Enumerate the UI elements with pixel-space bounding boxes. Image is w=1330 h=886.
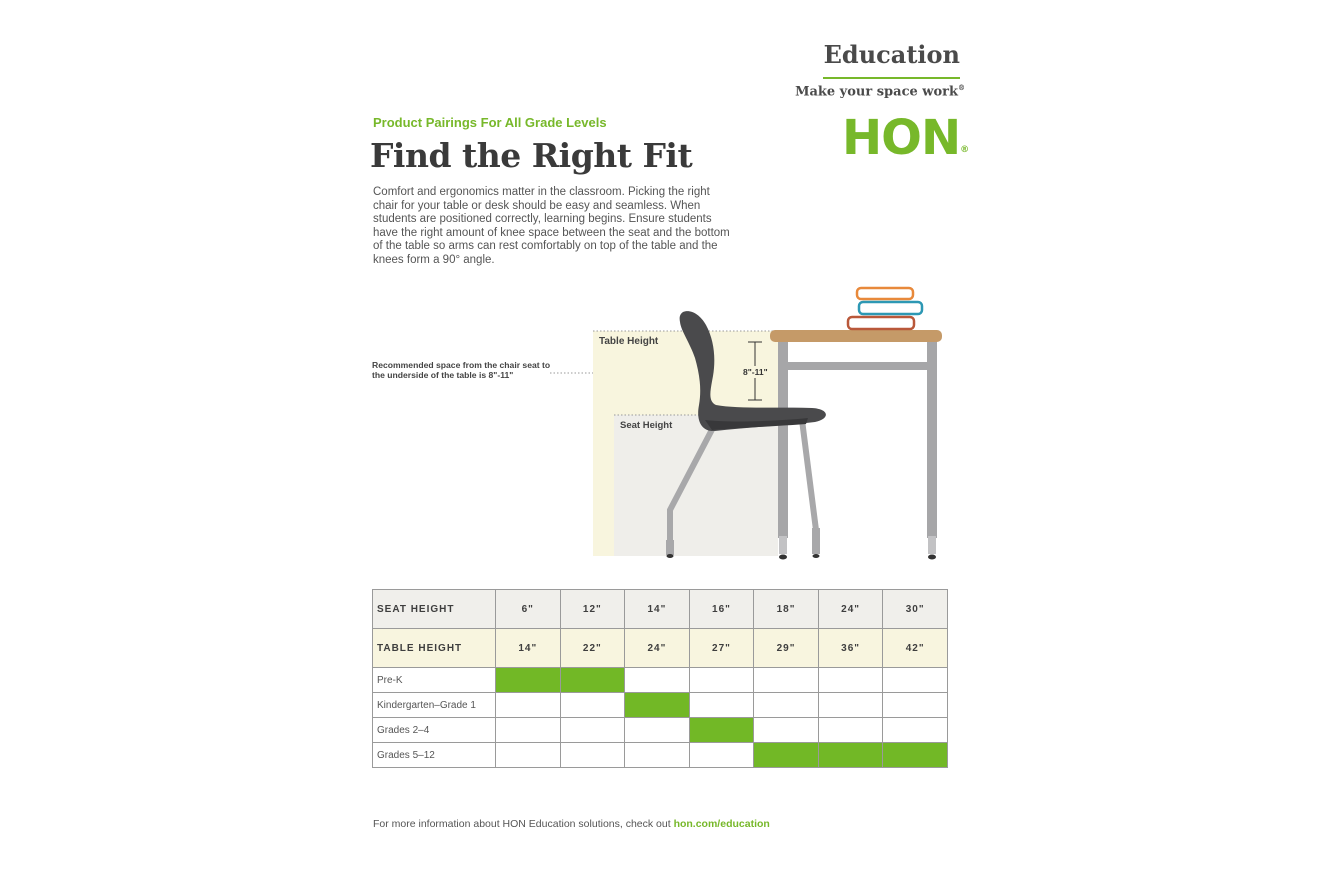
table-height-row-value: 27" (689, 629, 754, 668)
seat-height-row-value: 30" (883, 590, 948, 629)
table-height-row (373, 629, 948, 668)
fit-cell (818, 668, 883, 693)
desk (770, 330, 942, 560)
fit-cell (754, 693, 819, 718)
brand-tagline (780, 83, 965, 99)
fit-cell (689, 743, 754, 768)
fit-cell-highlighted (818, 743, 883, 768)
grade-label: Grades 5–12 (373, 743, 496, 768)
fit-cell (496, 718, 561, 743)
hon-logo (842, 110, 969, 178)
table-height-row-value: 36" (818, 629, 883, 668)
brand-tagline-text: Make your space work (795, 84, 958, 100)
table-height-row-value: 29" (754, 629, 819, 668)
grade-row (373, 668, 948, 693)
fit-cell (818, 718, 883, 743)
fit-cell (883, 668, 948, 693)
footer-link[interactable]: hon.com/education (673, 818, 770, 830)
intro-paragraph: Comfort and ergonomics matter in the classroom. Picking the right chair for your table or desk should be easy and seamless. When students are positioned correctly, learning begins. Ensure students have the right amount of knee space between the seat and the bottom of the table so arms can rest comfortably on top of the table and the knees form a 90° angle. (373, 186, 730, 266)
seat-height-row-value: 24" (818, 590, 883, 629)
fit-table (372, 589, 948, 768)
grade-label: Kindergarten–Grade 1 (373, 693, 496, 718)
seat-height-row (373, 590, 948, 629)
fit-cell-highlighted (625, 693, 690, 718)
fit-cell (625, 668, 690, 693)
table-height-row-value: 14" (496, 629, 561, 668)
fit-cell-highlighted (754, 743, 819, 768)
fit-cell (560, 718, 625, 743)
table-height-row-value: 42" (883, 629, 948, 668)
fit-cell-highlighted (560, 668, 625, 693)
table-height-label: Table Height (599, 336, 659, 347)
fit-cell-highlighted (883, 743, 948, 768)
seat-height-row-value: 14" (625, 590, 690, 629)
seat-height-row-value: 12" (560, 590, 625, 629)
clearance-range-label: 8"-11" (743, 367, 768, 377)
eyebrow-heading: Product Pairings For All Grade Levels (373, 115, 607, 130)
fit-cell (625, 718, 690, 743)
fit-cell-highlighted (496, 668, 561, 693)
grade-label: Pre-K (373, 668, 496, 693)
grade-row (373, 718, 948, 743)
fit-cell (689, 693, 754, 718)
table-height-row-value: 22" (560, 629, 625, 668)
fit-cell (883, 718, 948, 743)
grade-row (373, 743, 948, 768)
fit-cell (496, 743, 561, 768)
fit-cell (883, 693, 948, 718)
seat-height-row-value: 16" (689, 590, 754, 629)
seat-height-label: Seat Height (620, 420, 673, 431)
fit-cell (754, 668, 819, 693)
fit-cell (625, 743, 690, 768)
grade-row (373, 693, 948, 718)
grade-label: Grades 2–4 (373, 718, 496, 743)
seat-height-row-value: 18" (754, 590, 819, 629)
seat-height-row-label: SEAT HEIGHT (373, 590, 496, 629)
brand-divider (823, 77, 960, 79)
page-title: Find the Right Fit (370, 136, 693, 175)
brand-tagline-mark: ® (958, 83, 965, 92)
fit-cell (560, 743, 625, 768)
fit-cell-highlighted (689, 718, 754, 743)
brand-section-title: Education (823, 40, 960, 69)
fit-cell (818, 693, 883, 718)
book-stack (848, 288, 922, 329)
fit-cell (754, 718, 819, 743)
table-height-row-value: 24" (625, 629, 690, 668)
hon-logo-text: HON (842, 110, 961, 166)
knee-space-note: Recommended space from the chair seat to the underside of the table is 8"-11" (372, 360, 551, 380)
table-height-row-label: TABLE HEIGHT (373, 629, 496, 668)
fit-cell (689, 668, 754, 693)
seat-height-row-value: 6" (496, 590, 561, 629)
chair-desk-illustration (540, 282, 960, 567)
seat-height-zone (614, 415, 778, 556)
hon-logo-mark: ® (960, 145, 970, 155)
fit-cell (496, 693, 561, 718)
fit-cell (560, 693, 625, 718)
footer-text: For more information about HON Education solutions, check out (373, 818, 674, 830)
footer-note (373, 818, 770, 830)
